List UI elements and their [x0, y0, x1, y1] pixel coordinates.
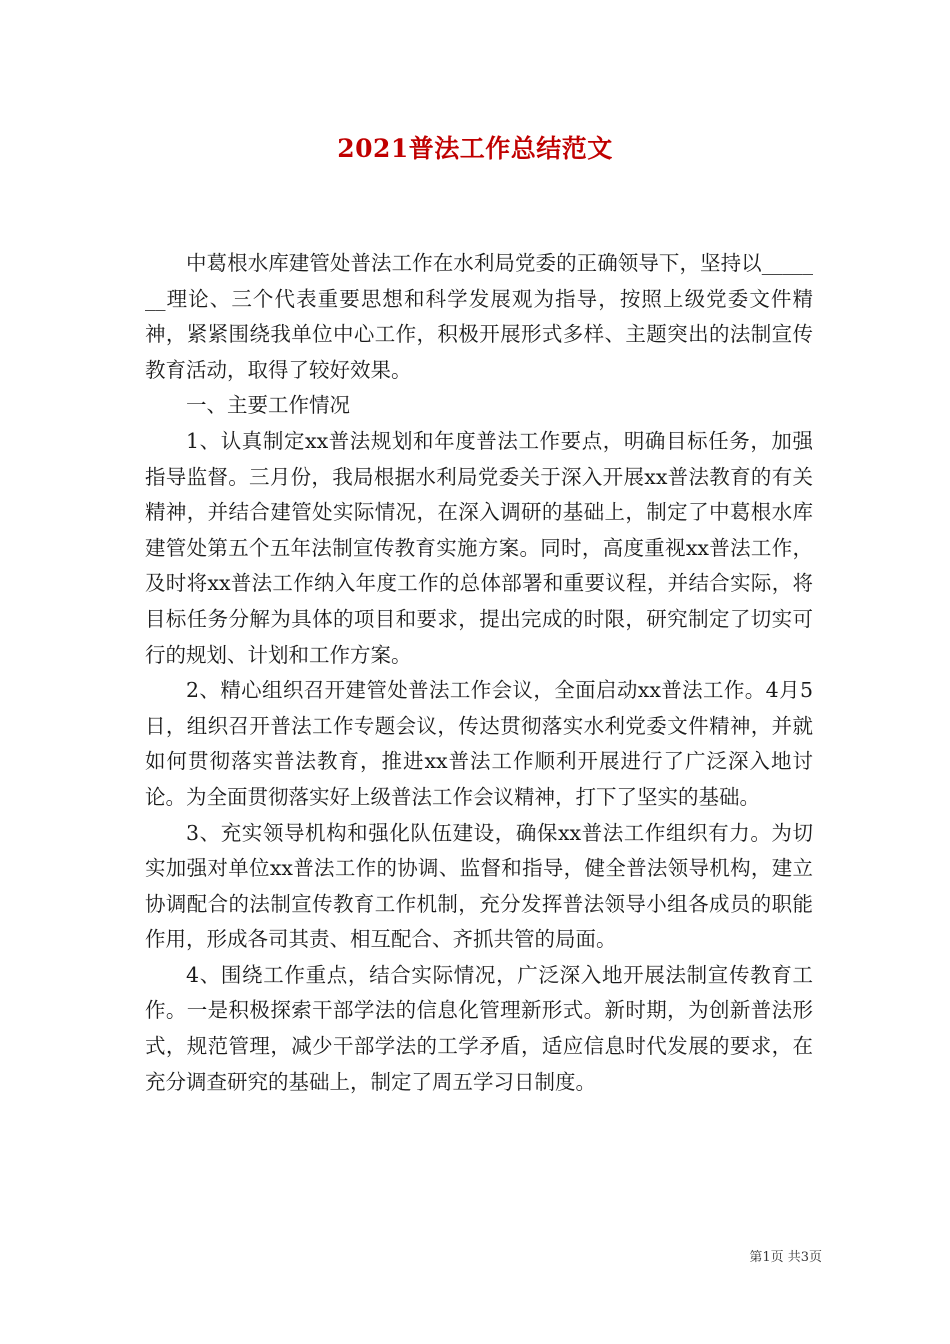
paragraph-intro: 中葛根水库建管处普法工作在水利局党委的正确领导下，坚持以_______理论、三个代表重要思想和科学发展观为指导，按照上级党委文件精神，紧紧围绕我单位中心工作，积极开展形式多样、主题突出的法制宣传教育活动，取得了较好效果。 [145, 251, 813, 382]
section-heading-main-work: 一、主要工作情况 [186, 393, 350, 418]
paragraph-item-2: 2、精心组织召开建管处普法工作会议，全面启动xx普法工作。4月5日，组织召开普法工作专题会议，传达贯彻落实水利党委文件精神，并就如何贯彻落实普法教育，推进xx普法工作顺利开展进行了广泛深入地讨论。为全面贯彻落实好上级普法工作会议精神，打下了坚实的基础。 [145, 678, 813, 809]
page-number-footer: 第1页 共3页 [749, 1250, 822, 1265]
paragraph-item-3: 3、充实领导机构和强化队伍建设，确保xx普法工作组织有力。为切实加强对单位xx普法工作的协调、监督和指导，健全普法领导机构，建立协调配合的法制宣传教育工作机制，充分发挥普法领导小组各成员的职能作用，形成各司其责、相互配合、齐抓共管的局面。 [145, 820, 813, 952]
document-title: 2021普法工作总结范文 [337, 134, 613, 163]
paragraph-item-4: 4、围绕工作重点，结合实际情况，广泛深入地开展法制宣传教育工作。一是积极探索干部学法的信息化管理新形式。新时期，为创新普法形式，规范管理，减少干部学法的工学矛盾，适应信息时代发展的要求，在充分调查研究的基础上，制定了周五学习日制度。 [145, 962, 813, 1094]
document-body [145, 246, 813, 1100]
paragraph-item-1: 1、认真制定xx普法规划和年度普法工作要点，明确目标任务，加强指导监督。三月份，我局根据水利局党委关于深入开展xx普法教育的有关精神，并结合建管处实际情况，在深入调研的基础上，制定了中葛根水库建管处第五个五年法制宣传教育实施方案。同时，高度重视xx普法工作，及时将xx普法工作纳入年度工作的总体部署和重要议程，并结合实际，将目标任务分解为具体的项目和要求，提出完成的时限，研究制定了切实可行的规划、计划和工作方案。 [145, 428, 813, 667]
